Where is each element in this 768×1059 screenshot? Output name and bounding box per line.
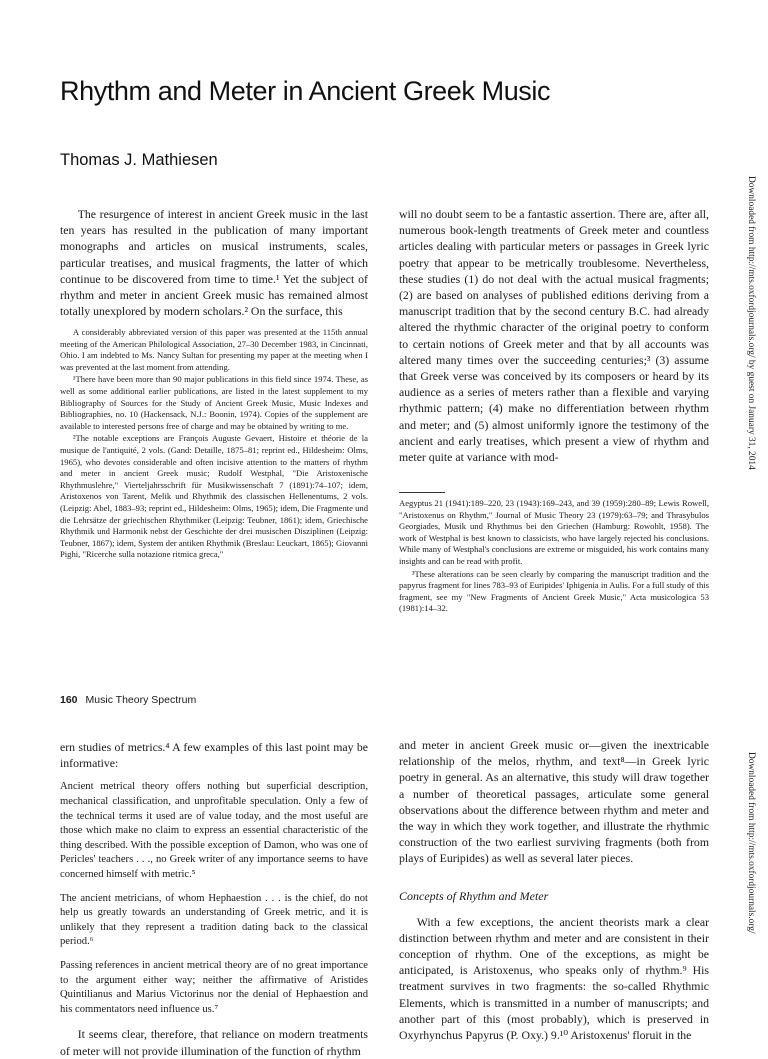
download-side-note: Downloaded from http://mts.oxfordjournals.org/ by guest on January 31, 2014 [746, 176, 756, 470]
page1-left-column [60, 206, 368, 319]
page2-left-column [60, 739, 368, 1058]
page1-footnotes-right [399, 498, 709, 615]
page1-right-column [399, 206, 709, 465]
page2-right-intro: and meter in ancient Greek music or—given the inextricable relationship of the melos, rhythm, and text⁸—in Greek lyric poetry in general. As an alternative, this study will draw together a number of theoretical passages, articulate some general observations about the difference between rhythm and meter and the way in which they work together, and illustrate the rhythmic construction of the two earliest surviving fragments (both from plays of Euripides) as well as several later pieces. [399, 738, 709, 866]
footnote-1: ¹There have been more than 90 major publications in this field since 1974. These, as well as some additional earlier publications, are listed in the latest supplement to my Bibliography of Sources for the Study of Ancient Greek Music, Music Indexes and Bibliographies, no. 10 (Hackensack, N.J.: Boonin, 1974). Copies of the supplement are available to interested persons free of charge and may be obtained by writing to me. [60, 374, 368, 431]
page-footer [60, 694, 196, 706]
page1-right-body: will no doubt seem to be a fantastic assertion. There are, after all, numerous book-length treatments of Greek meter and countless articles dealing with particular meters or passages in Greek lyric poetry that appear to be metrically troublesome. Nevertheless, these studies (1) do not deal with the actual musical fragments; (2) are based on analyses of published editions deriving from a manuscript tradition that by the second century B.C. had already altered the rhythmic character of the original poetry to conform to certain notions of Greek meter and that by all accounts was altered many times over the succeeding centuries;³ (3) assume that Greek verse was conceived by its composers or heard by its audience as a series of meters rather than a flexible and varying rhythmic pattern; (4) make no differentiation between rhythm and meter; and (5) almost uniformly ignore the testimony of the ancient and early treatises, which present a view of rhythm and meter quite at variance with mod- [399, 207, 709, 465]
quote-1: Ancient metrical theory offers nothing but superficial description, mechanical classification, and unprofitable speculation. Only a few of the technical terms it used are of value today, and the most useful are those which make no claim to express an essential characteristic of the thing described. With the possible exception of Damon, who was one of Pericles' teachers . . ., no Greek writer of any importance seems to have concerned himself with metric.⁵ [60, 781, 368, 880]
page2-left-intro: ern studies of metrics.⁴ A few examples of this last point may be informative: [60, 740, 368, 771]
page2-right-column [399, 737, 709, 1043]
footnote-intro: A considerably abbreviated version of this paper was presented at the 115th annual meeting of the American Philological Association, 27–30 December 1983, in Cincinnati, Ohio. I am indebted to Ms. Nancy Sultan for presenting my paper at the meeting when I was prevented at the last moment from attending. [60, 327, 368, 372]
page1-left-body: The resurgence of interest in ancient Greek music in the last ten years has resulted in the publication of many important monographs and articles on musical instruments, scales, particular treatises, and musical fragments, the latter of which continue to be discovered from time to time.¹ Yet the subject of rhythm and meter in ancient Greek music has remained almost totally unexplored by modern scholars.² On the surface, this [60, 207, 368, 319]
footnote-3: ³These alterations can be seen clearly by comparing the manuscript tradition and the papyrus fragment for lines 783–93 of Euripides' Iphigenia in Aulis. For a full study of this fragment, see my "New Fragments of Ancient Greek Music," Acta musicologica 53 (1981):14–32. [399, 568, 709, 614]
page2-left-conclusion: It seems clear, therefore, that reliance on modern treatments of meter will not provide illumination of the function of rhythm [60, 1027, 368, 1058]
article-title: Rhythm and Meter in Ancient Greek Music [60, 76, 551, 106]
article-author: Thomas J. Mathiesen [60, 151, 218, 169]
section-heading: Concepts of Rhythm and Meter [399, 888, 549, 903]
quote-3: Passing references in ancient metrical theory are of no great importance to the argument either way; neither the affirmative of Aristides Quintilianus and Marius Victorinus nor the denial of Hephaestion and his commentators need influence us.⁷ [60, 959, 368, 1015]
journal-name: Music Theory Spectrum [85, 694, 197, 706]
footnote-2: ²The notable exceptions are François Auguste Gevaert, Histoire et théorie de la musique de l'antiquité, 2 vols. (Gand: Detaille, 1875–81; reprint ed., Hildesheim: Olms, 1965), who devotes considerable and often incisive attention to the matters of rhythm and meter in ancient Greek music; Rudolf Westphal, "Die Aristoxenische Rhythmuslehre," Vierteljahrsschrift für Musikwissenschaft 7 (1891):74–107; idem, Aristoxenos von Tarent, Melik und Rhythmik des classischen Hellenentums, 2 vols. (Leipzig: Abel, 1883–93; reprint ed., Hildesheim: Olms, 1965); idem, Die Fragmente und die Lehrsätze der griechischen Rhythmiker (Leipzig: Teubner, 1861); idem, Griechische Rhythmik und Harmonik nebst der Geschichte der drei musischen Disziplinen (Leipzig: Teubner, 1867); idem, System der antiken Rhythmik (Breslau: Leuckart, 1865); Giovanni Pighi, "Ricerche sulla notazione ritmica greca," [60, 433, 368, 560]
page1-footnotes-left [60, 327, 368, 561]
page-number: 160 [60, 694, 78, 706]
quote-2: The ancient metricians, of whom Hephaestion . . . is the chief, do not help us greatly towards an understanding of Greek metric, and it is unlikely that they represent a tradition dating back to the classical period.⁶ [60, 892, 368, 948]
page2-right-body: With a few exceptions, the ancient theorists mark a clear distinction between rhythm and meter and are consistent in their conception of rhythm. One of the exceptions, as might be anticipated, is Aristoxenus, who speaks only of rhythm.⁹ His treatment survives in two fragments: the so-called Rhythmic Elements, which is transmitted in a number of manuscripts; and another part of this (most probably), which is preserved in Oxyrhynchus Papyrus (P. Oxy.) 9.¹⁰ Aristoxenus' floruit in the [399, 914, 709, 1043]
footnote-2-continued: Aegyptus 21 (1941):189–220, 23 (1943):169–243, and 39 (1959):280–89; Lewis Rowell, "Aristoxenus on Rhythm," Journal of Music Theory 23 (1979):63–79; and Thrasybulos Georgiades, Musik und Rhythmus bei den Griechen (Hamburg: Rowohlt, 1958). The work of Westphal is best known to classicists, who have largely rejected his conclusions. While many of Westphal's conclusions are extreme or misguided, his work contains many insights and can be read with profit. [399, 498, 709, 566]
footnote-rule [399, 492, 445, 493]
download-side-note-lower: Downloaded from http://mts.oxfordjournals.org/ [746, 752, 756, 934]
